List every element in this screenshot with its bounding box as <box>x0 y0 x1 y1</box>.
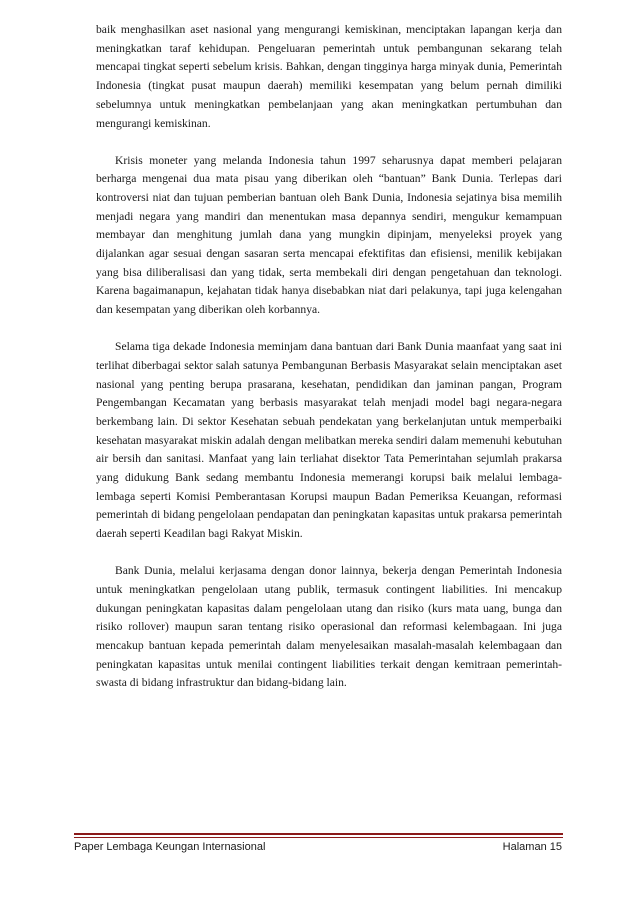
paragraph-1: baik menghasilkan aset nasional yang mengurangi kemiskinan, menciptakan lapangan kerja dan meningkatkan taraf kehidupan. Pengeluaran pemerintah untuk pembangunan sekarang telah mencapai tingkat seperti sebelum krisis. Bahkan, dengan tingginya harga minyak dunia, Pemerintah Indonesia (tingkat pusat maupun daerah) memiliki kesempatan yang belum pernah dimiliki sebelumnya untuk meningkatkan pembelanjaan yang akan meningkatkan pertumbuhan dan mengurangi kemiskinan. <box>96 23 562 130</box>
paragraph-4: Bank Dunia, melalui kerjasama dengan donor lainnya, bekerja dengan Pemerintah Indonesia untuk meningkatkan pengelolaan utang publik, termasuk contingent liabilities. Ini mencakup dukungan peningkatan kapasitas dalam pengelolaan utang dan risiko (kurs mata uang, bunga dan risiko rollover) maupun saran tentang risiko operasional dan reformasi kelembagaan. Ini juga mencakup bantuan kepada pemerintah dalam menyelesaikan masalah-masalah kelembagaan dan peningkatan kapasitas untuk menilai contingent liabilities terkait dengan kemitraan pemerintah-swasta di bidang infrastruktur dan bidang-bidang lain. <box>96 564 562 690</box>
paragraph-3: Selama tiga dekade Indonesia meminjam dana bantuan dari Bank Dunia maanfaat yang saat ini terlihat diberbagai sektor salah satunya Pembangunan Berbasis Masyarakat selain menciptakan aset nasional yang penting berupa prasarana, kesehatan, pendidikan dan jaminan pangan, Program Pengembangan Kecamatan yang berbasis masyarakat telah menjadi model bagi negara-negara berkembang lain. Di sektor Kesehatan sebuah pendekatan yang berkelanjutan untuk memperbaiki kesehatan masyarakat miskin adalah dengan melibatkan mereka sendiri dalam memenuhi kebutuhan air bersih dan sanitasi. Manfaat yang lain terliahat disektor Tata Pemerintahan sejumlah prakarsa yang didukung Bank sedang membantu Indonesia memerangi korupsi baik melalui lembaga-lembaga seperti Komisi Pemberantasan Korupsi maupun Badan Pemeriksa Keuangan, reformasi pemerintah di bidang pengelolaan pendapatan dan peningkatan kapasitas untuk prakarsa pemerintah daerah seperti Keadilan bagi Rakyat Miskin. <box>96 340 562 541</box>
footer-page-number: Halaman 15 <box>502 841 562 853</box>
paragraph-2: Krisis moneter yang melanda Indonesia tahun 1997 seharusnya dapat memberi pelajaran berharga mengenai dua mata pisau yang diberikan oleh “bantuan” Bank Dunia. Terlepas dari kontroversi niat dan tujuan pemberian bantuan oleh Bank Dunia, Indonesia sejatinya bisa memilih menjadi negara yang mandiri dan menentukan masa depannya sendiri, mengukur kemampuan membayar dan menghitung jumlah dana yang mungkin dipinjam, menyeleksi proyek yang dijalankan agar sesuai dengan sasaran serta mencapai efektifitas dan efisiensi, menilik kebijakan yang bisa diliberalisasi dan yang tidak, serta membekali diri dengan pengetahuan dan teknologi. Karena bagaimanapun, kejahatan tidak hanya disebabkan niat dari pelakunya, tapi juga kelengahan dan kesempatan yang diberikan oleh korbannya. <box>96 153 562 317</box>
footer-rule-thick <box>74 833 563 835</box>
footer-rule-thin <box>74 837 563 838</box>
document-body <box>96 21 562 711</box>
footer-document-title: Paper Lembaga Keungan Internasional <box>74 841 266 853</box>
